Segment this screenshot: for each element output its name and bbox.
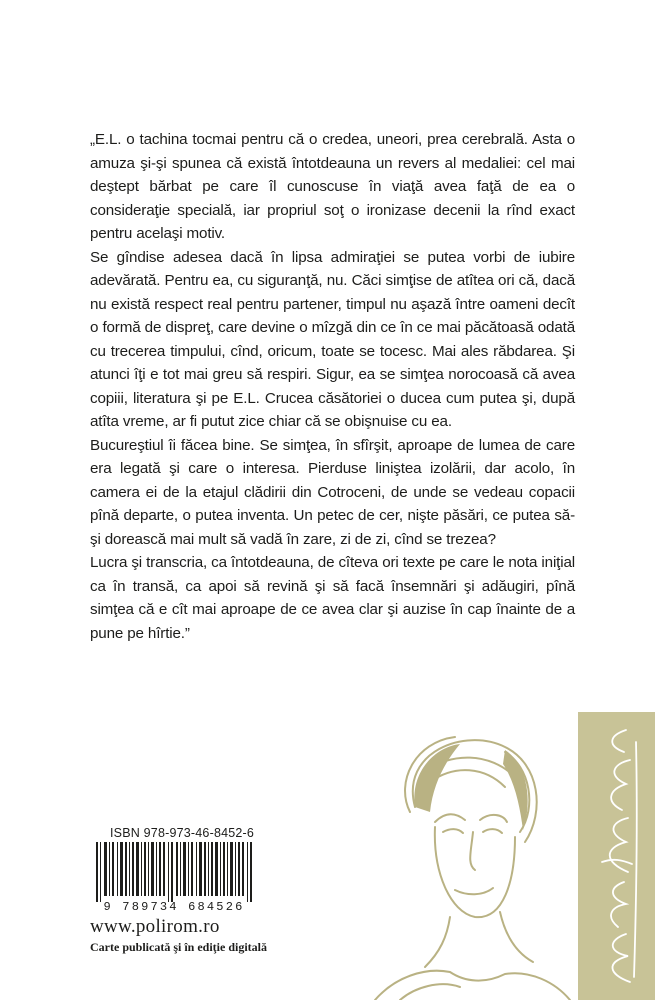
excerpt-paragraph-1: „E.L. o tachina tocmai pentru că o credea, uneori, prea cerebrală. Asta o amuza şi-şi spunea că există întotdeauna un revers al medaliei: cel mai deştept bărbat pe care îl cunoscuse în viaţă avea faţă de ea o consideraţie specială, iar propriul soţ o ironizase decenii la rînd exact pentru acelaşi motiv. <box>90 131 575 242</box>
back-cover-excerpt <box>90 128 575 645</box>
excerpt-paragraph-4: Lucra şi transcria, ca întotdeauna, de cîteva ori texte pe care le nota iniţial ca în transă, ca apoi să revină şi să facă însemnări şi adăugiri, pînă simţea că e cît mai aproape de ce avea clar şi auzise în cap înainte de a pune pe hîrtie.” <box>90 554 575 642</box>
barcode-digits: 9 789734 684526 <box>103 900 245 914</box>
signature-icon <box>578 712 655 1000</box>
excerpt-paragraph-2: Se gîndise adesea dacă în lipsa admiraţiei se putea vorbi de iubire adevărată. Pentru ea, cu siguranţă, nu. Căci simţise de atîtea ori că, dacă nu există respect real pentru partener, timpul nu aşază între oameni decît o formă de dispreţ, care devine o mîzgă din ce în ce mai păcătoasă odată cu trecerea timpului, cînd, oricum, toate se tocesc. Mai ales răbdarea. Şi atunci îţi e tot mai greu să respiri. Sigur, ea se simţea norocoasă că avea copiii, literatura şi pe E.L. Crucea căsătoriei o ducea cum putea şi, după atîta vreme, ar fi putut zice chiar că se obişnuise cu ea. <box>90 248 575 430</box>
excerpt-paragraph-3: Bucureştiul îi făcea bine. Se simţea, în sfîrşit, aproape de lumea de care era legată şi care o interesa. Pierduse liniştea izolării, dar acolo, în camera ei de la etajul clădirii din Cotroceni, de unde se vedeau copacii pînă departe, o putea inventa. Un petec de cer, nişte păsări, ce putea să-şi dorească mai mult să vadă în zare, zi de zi, cînd se trezea? <box>90 436 575 548</box>
signature-panel <box>578 712 655 1000</box>
portrait-sketch-icon <box>355 712 575 1000</box>
isbn-label: ISBN 978-973-46-8452-6 <box>110 826 255 840</box>
publisher-website: www.polirom.ro <box>90 916 220 937</box>
publisher-tagline: Carte publicată şi în ediţie digitală <box>90 940 267 954</box>
barcode-icon <box>90 842 258 902</box>
